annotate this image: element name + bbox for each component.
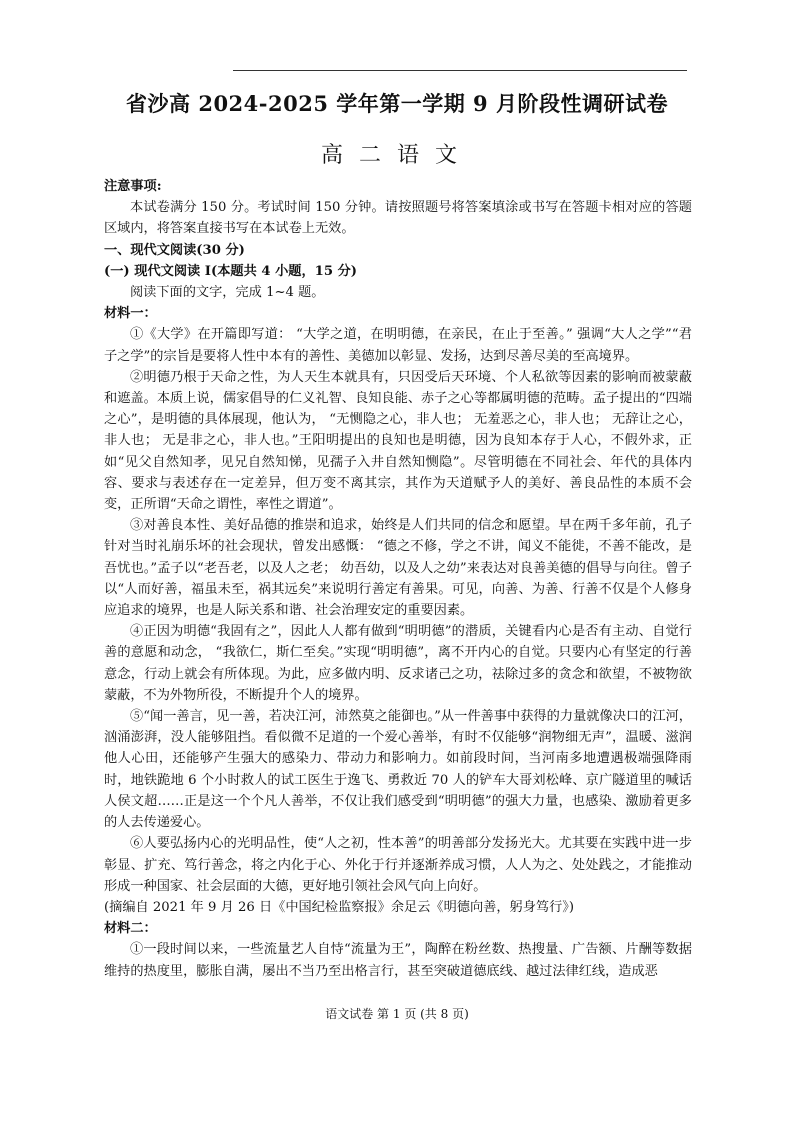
- material-1-source: (摘编自 2021 年 9 月 26 日《中国纪检监察报》余足云《明德向善，躬身笃行》): [104, 899, 575, 915]
- material-1-paragraph: ④正因为明德“我固有之”，因此人人都有做到“明明德”的潜质，关键看内心是否有主动、自觉行善的意愿和动念， “我欲仁，斯仁至矣。”实现“明明德”，离不开内心的自觉。只要内心有坚定的行善意念，行动上就会有所体现。为此，应多做内明、反求诸己之功，祛除过多的贪念和欲望，不被物欲蒙蔽，不为外物所役，不断提升个人的境界。: [104, 624, 692, 703]
- material-1-paragraph: ⑥人要弘扬内心的光明品性，使“人之初，性本善”的明善部分发扬光大。尤其要在实践中进一步彰显、扩充、笃行善念，将之内化于心、外化于行并逐渐养成习惯，人人为之、处处践之，才能推动形成一种国家、社会层面的大德，更好地引领社会风气向上向好。: [104, 836, 692, 894]
- material-1-paragraph: ⑤“闻一善言，见一善，若决江河，沛然莫之能御也。”从一件善事中获得的力量就像决口的江河，汹涌澎湃，没人能够阻挡。看似微不足道的一个爱心善举，有时不仅能够“润物细无声”，温暖、滋润他人心田，还能够产生强大的感染力、带动力和影响力。如前段时间，当河南多地遭遇极端强降雨时，地铁跪地 6 个小时救人的试工医生于逸飞、勇救近 70 人的铲车大哥刘松峰、京广隧道里的喊话人侯文超……正是这一个个凡人善举，不仅让我们感受到“明明德”的强大力量，也感染、激励着更多的人去传递爱心。: [104, 709, 692, 831]
- exam-title: 省沙高 2024-2025 学年第一学期 9 月阶段性调研试卷: [126, 91, 668, 116]
- material-1-paragraph: ③对善良本性、美好品德的推崇和追求，始终是人们共同的信念和愿望。早在两千多年前，孔子针对当时礼崩乐坏的社会现状，曾发出感慨： “德之不修，学之不讲，闻义不能徙，不善不能改，是吾忧也。”孟子以“老吾老，以及人之老； 幼吾幼，以及人之幼”来表达对良善美德的倡导与向往。曾子以“人而好善，福虽未至，祸其远矣”来说明行善定有善果。可见，向善、为善、行善不仅是个人修身应追求的境界，也是人际关系和谐、社会治理安定的重要因素。: [104, 518, 692, 619]
- instruction-text: 阅读下面的文字，完成 1~4 题。: [130, 285, 325, 301]
- notice-heading: 注意事项:: [104, 179, 162, 194]
- header-rule: [233, 70, 687, 71]
- page-footer: 语文试卷 第 1 页 (共 8 页): [325, 1007, 469, 1021]
- material-1-label: 材料一：: [104, 306, 157, 322]
- exam-content: [104, 176, 692, 982]
- section-heading: 一、现代文阅读(30 分): [104, 242, 245, 258]
- sub-section-heading: (一) 现代文阅读 Ⅰ(本题共 4 小题，15 分): [104, 263, 358, 279]
- material-1-paragraph: ①《大学》在开篇即写道： “大学之道，在明明德，在亲民，在止于至善。” 强调“大人之学”“君子之学”的宗旨是要将人性中本有的善性、美德加以彰显、发扬，达到尽善尽美的至高境界。: [104, 327, 692, 364]
- material-2-paragraph: ①一段时间以来，一些流量艺人自恃“流量为王”，陶醉在粉丝数、热搜量、广告额、片酬等数据维持的热度里，膨胀自满，屡出不当乃至出格言行，甚至突破道德底线、越过法律红线，造成恶: [104, 942, 692, 979]
- exam-subtitle: 高二语文: [320, 143, 473, 168]
- notice-text: 本试卷满分 150 分。考试时间 150 分钟。请按照题号将答案填涂或书写在答题卡相对应的答题区域内，将答案直接书写在本试卷上无效。: [104, 200, 692, 237]
- material-1-paragraph: ②明德乃根于天命之性，为人天生本就具有，只因受后天环境、个人私欲等因素的影响而被蒙蔽和遮盖。本质上说，儒家倡导的仁义礼智、良知良能、赤子之心等都属明德的范畴。孟子提出的“四端之心”，是明德的具体展现，他认为， “无恻隐之心，非人也； 无羞恶之心，非人也； 无辞让之心，非人也； 无是非之心，非人也。”王阳明提出的良知也是明德，因为良知本存于人心，不假外求，正如“见父自然知孝，见兄自然知悌，见孺子入井自然知恻隐”。尽管明德在不同社会、年代的具体内容、要求与表述存在一定差异，但万变不离其宗，其作为天道赋予人的美好、善良品性的本质不会变，正所谓“天命之谓性，率性之谓道”。: [104, 369, 692, 513]
- material-2-label: 材料二：: [104, 921, 157, 937]
